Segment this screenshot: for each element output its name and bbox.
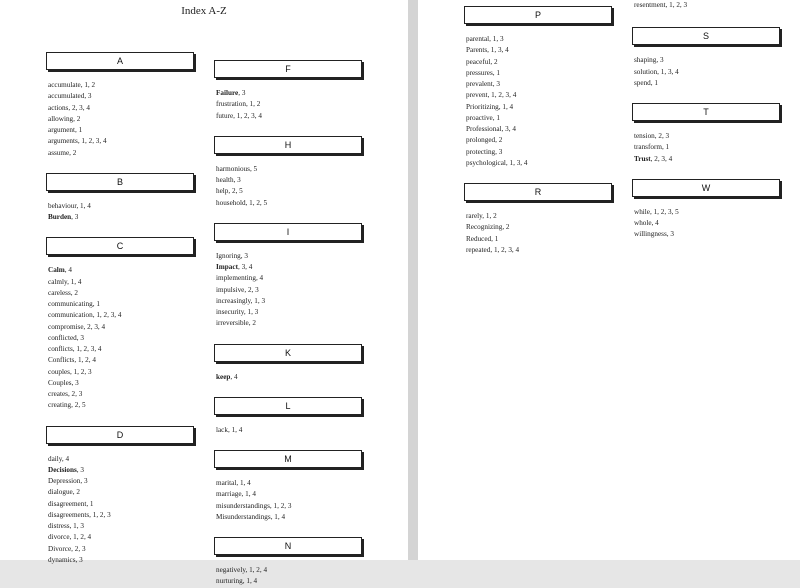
index-entry: distress, 1, 3 (48, 522, 84, 530)
letter-heading-i: I (214, 223, 362, 241)
index-entry-term: Couples (48, 378, 72, 387)
index-entry-term: calmly (48, 277, 68, 286)
index-entry-term: communicating (48, 300, 93, 308)
index-entry-pages: 1, 2, 4 (77, 356, 96, 365)
index-entry-term: Ignoring (216, 251, 241, 260)
letter-heading-d: D (46, 426, 194, 444)
index-entry-pages: 3 (74, 213, 79, 221)
index-entry-pages: 1, 2, 5 (249, 198, 268, 207)
index-entry-term: proactive (466, 113, 493, 122)
index-entry-term: irreversible (216, 319, 249, 328)
index-entry: calmly, 1, 4 (48, 277, 82, 286)
index-entry-term: divorce (48, 533, 70, 542)
index-entry: accumulated, 3 (48, 92, 92, 101)
letter-heading-s: S (632, 27, 780, 45)
index-entry: household, 1, 2, 5 (216, 198, 268, 207)
index-entry-term: while (634, 207, 650, 216)
index-entry-term: shaping (634, 56, 657, 65)
index-entry-term: conflicts (48, 345, 73, 353)
index-entry-term: couples (48, 367, 70, 376)
index-entry-pages: 3 (244, 251, 248, 260)
index-entry-pages: 3 (87, 92, 92, 101)
index-page-right (418, 0, 800, 560)
index-entry-pages: 1 (654, 78, 658, 87)
index-entry: divorce, 1, 2, 4 (48, 533, 92, 542)
index-entry: Divorce, 2, 3 (48, 544, 86, 553)
index-entry-pages: 3 (498, 147, 503, 156)
index-entry-term: protecting (466, 147, 496, 156)
index-entry-pages: 5 (253, 164, 258, 173)
index-entry-pages: 4 (233, 372, 238, 381)
index-entry: disagreements, 1, 2, 3 (48, 510, 111, 519)
index-column-left-1 (46, 52, 196, 566)
index-entry-term: household (216, 198, 246, 207)
index-entry: willingness, 3 (634, 230, 674, 239)
index-entry-term: increasingly (216, 296, 251, 305)
index-entry-term: keep (216, 372, 231, 381)
index-entry-term: daily (48, 454, 62, 463)
index-entry-term: future (216, 111, 234, 120)
index-entry-pages: 2 (74, 288, 78, 297)
index-entry-term: creates (48, 390, 68, 398)
index-entry-term: Failure (216, 89, 239, 97)
index-entry-pages: 1, 2, 3, 4 (76, 345, 102, 353)
index-entry: irreversible, 2 (216, 319, 256, 328)
index-entry: tension, 2, 3 (634, 132, 670, 140)
index-entry: transform, 1 (634, 143, 670, 152)
index-entry-term: Parents (466, 46, 488, 55)
index-entry-pages: 1, 3 (73, 522, 84, 530)
index-entry: behaviour, 1, 4 (48, 201, 91, 210)
index-entry-pages: 1 (96, 300, 100, 308)
index-entry-pages: 1, 3, 4 (660, 67, 679, 76)
letter-heading-l: L (214, 397, 362, 415)
index-entry: disagreement, 1 (48, 499, 94, 508)
letter-heading-n: N (214, 537, 362, 555)
index-entry: Recognizing, 2 (466, 223, 510, 232)
index-entry: communication, 1, 2, 3, 4 (48, 311, 122, 320)
index-entry-pages: 1, 4 (239, 479, 251, 487)
index-entry: solution, 1, 3, 4 (634, 67, 679, 76)
letter-heading-w: W (632, 179, 780, 197)
index-entry-pages: 1, 4 (80, 201, 91, 210)
letter-heading-b: B (46, 173, 194, 191)
index-entry: assume, 2 (48, 148, 77, 157)
index-entry: Misunderstandings, 1, 4 (216, 512, 286, 521)
index-entry-pages: 2 (76, 488, 80, 497)
index-entry: prevalent, 3 (466, 80, 500, 88)
index-entry-term: willingness (634, 230, 667, 239)
index-entry: careless, 2 (48, 288, 78, 297)
index-entry-term: conflicted (48, 333, 77, 342)
index-entry: Failure, 3 (216, 89, 246, 97)
index-entry: conflicts, 1, 2, 3, 4 (48, 345, 102, 353)
index-entry-pages: 3 (75, 378, 79, 387)
index-entry: pressures, 1 (466, 68, 500, 77)
index-entry-pages: 3 (83, 477, 88, 485)
index-entry: frustration, 1, 2 (216, 100, 261, 109)
index-entry-term: distress (48, 522, 70, 530)
index-entry: couples, 1, 2, 3 (48, 367, 92, 376)
index-entry-term: communication (48, 311, 93, 320)
index-entry-pages: 1, 2, 3, 4 (493, 245, 520, 254)
index-entry-pages: 2 (498, 136, 503, 145)
index-entry-pages: 1, 2, 3, 5 (653, 207, 679, 216)
index-entry-pages: 2, 3 (74, 544, 86, 553)
index-entry-pages: 2 (505, 223, 510, 232)
index-entry-term: tension (634, 132, 655, 140)
index-entry: creating, 2, 5 (48, 401, 86, 410)
index-entry: allowing, 2 (48, 114, 81, 123)
letter-heading-c: C (46, 237, 194, 255)
index-entry-term: parental (466, 35, 490, 43)
index-entry-pages: 1 (665, 143, 670, 152)
index-column-right-1 (464, 6, 614, 256)
index-entry-term: creating (48, 401, 72, 410)
index-entry-term: Divorce (48, 544, 72, 553)
index-entry: shaping, 3 (634, 56, 664, 65)
index-entry-term: Prioritizing (466, 102, 499, 111)
page-gutter (408, 0, 418, 560)
index-entry-term: Decisions (48, 465, 77, 474)
index-entry-pages: 1, 2, 3, 4 (96, 311, 122, 320)
index-entry-pages: 1, 4 (246, 577, 258, 586)
index-entry-term: negatively (216, 566, 246, 574)
index-entry: prolonged, 2 (466, 136, 503, 145)
index-entry: Decisions, 3 (48, 465, 84, 474)
index-entry-term: careless (48, 288, 71, 297)
index-entry-term: Conflicts (48, 356, 75, 365)
index-entry-term: arguments (48, 137, 78, 146)
index-entry-term: harmonious (216, 164, 250, 173)
index-entry-term: spend (634, 78, 651, 87)
index-entry: implementing, 4 (216, 274, 264, 283)
index-entry-term: insecurity (216, 308, 244, 316)
index-entry-pages: 1 (78, 126, 83, 134)
index-entry-pages: 1 (496, 68, 500, 77)
index-entry-term: lack (216, 425, 228, 434)
index-entry: conflicted, 3 (48, 333, 84, 342)
index-entry-pages: 1, 2, 3, 4 (236, 111, 262, 120)
index-entry-pages: 4 (655, 219, 659, 227)
index-entry-pages: 3 (79, 555, 83, 564)
index-entry-pages: 2, 3 (71, 390, 83, 398)
index-entry: help, 2, 5 (216, 187, 243, 196)
index-entry: insecurity, 1, 3 (216, 308, 259, 316)
letter-heading-k: K (214, 344, 362, 362)
index-entry-term: allowing (48, 114, 74, 123)
index-entry: Reduced, 1 (466, 234, 499, 243)
index-entry: dynamics, 3 (48, 555, 83, 564)
index-entry-pages: 1, 2, 4 (73, 533, 92, 542)
index-entry-pages: 3 (659, 56, 664, 65)
index-entry-term: accumulate (48, 81, 81, 89)
index-entry-pages: 2 (493, 57, 498, 66)
index-entry-term: peaceful (466, 57, 491, 66)
index-entry-pages: 3 (80, 333, 84, 342)
index-entry-pages: 2, 3, 4 (87, 322, 106, 331)
index-entry-term: marital (216, 479, 237, 487)
index-entry-pages: 2 (72, 148, 77, 157)
index-entry: Depression, 3 (48, 477, 88, 485)
index-entry: health, 3 (216, 176, 241, 184)
index-entry: Ignoring, 3 (216, 251, 248, 260)
index-entry-pages: 1 (494, 234, 499, 243)
index-entry: marital, 1, 4 (216, 479, 251, 487)
index-entry-term: frustration (216, 100, 246, 109)
index-entry-term: Trust (634, 154, 651, 163)
index-entry: negatively, 1, 2, 4 (216, 566, 268, 574)
index-entry-pages: 4 (259, 274, 264, 283)
index-entry: repeated, 1, 2, 3, 4 (466, 245, 520, 254)
index-entry-pages: 1, 3 (492, 35, 504, 43)
index-entry-term: nurturing (216, 577, 243, 586)
index-entry-term: behaviour (48, 201, 77, 210)
page-title: Index A-Z (181, 5, 227, 17)
index-entry-term: Reduced (466, 234, 492, 243)
index-entry-term: misunderstandings (216, 501, 270, 510)
index-entry: dialogue, 2 (48, 488, 80, 497)
index-entry-term: Impact (216, 263, 238, 271)
index-entry-pages: 1 (496, 113, 500, 122)
index-entry-pages: 1, 4 (70, 277, 82, 286)
index-entry: Conflicts, 1, 2, 4 (48, 356, 96, 365)
index-entry-term: pressures (466, 68, 493, 77)
index-entry-term: implementing (216, 274, 256, 283)
index-entry-pages: 2 (252, 319, 256, 328)
index-entry-pages: 1, 2, 3 (73, 367, 92, 376)
index-entry-term: solution (634, 67, 658, 76)
index-entry: Calm, 4 (48, 266, 72, 275)
letter-heading-t: T (632, 103, 780, 121)
letter-heading-a: A (46, 52, 194, 70)
index-entry: proactive, 1 (466, 113, 500, 122)
index-entry-pages: 1, 2, 3 (273, 501, 292, 510)
index-entry-term: accumulated (48, 92, 85, 101)
index-entry-term: prolonged (466, 136, 496, 145)
index-entry: lack, 1, 4 (216, 425, 243, 434)
index-entry: Trust, 2, 3, 4 (634, 154, 673, 163)
index-entry: daily, 4 (48, 454, 70, 463)
index-entry-term: Recognizing (466, 223, 503, 232)
index-entry: protecting, 3 (466, 147, 503, 156)
index-entry: whole, 4 (634, 219, 659, 227)
index-entry: spend, 1 (634, 78, 658, 87)
index-entry-pages: 1, 2 (249, 100, 261, 109)
index-entry: nurturing, 1, 4 (216, 577, 258, 586)
index-entry: misunderstandings, 1, 2, 3 (216, 501, 292, 510)
index-entry-pages: 2, 3, 4 (654, 154, 673, 163)
index-entry-pages: 1, 2, 4 (249, 566, 268, 574)
index-entry-pages: 3 (80, 465, 84, 474)
index-entry-term: argument (48, 126, 76, 134)
index-entry-pages: 2 (76, 114, 81, 123)
index-entry: Professional, 3, 4 (466, 125, 516, 133)
index-entry-pages: 3 (496, 80, 500, 88)
index-entry-pages: 3 (670, 230, 674, 239)
index-entry-pages: 2, 3 (247, 285, 259, 294)
index-entry: increasingly, 1, 3 (216, 296, 266, 305)
index-entry-term: repeated (466, 245, 491, 254)
index-entry-term: marriage (216, 490, 242, 499)
index-entry: prevent, 1, 2, 3, 4 (466, 91, 517, 100)
index-entry-term: dialogue (48, 488, 73, 497)
index-entry-term: compromise (48, 322, 84, 331)
index-entry: impulsive, 2, 3 (216, 285, 259, 294)
index-entry-pages: 1, 3, 4 (490, 46, 509, 55)
index-entry-pages: 3, 4 (505, 125, 516, 133)
index-entry: Couples, 3 (48, 378, 79, 387)
index-entry-term: help (216, 187, 229, 196)
index-entry-pages: 2, 3 (658, 132, 670, 140)
index-entry: arguments, 1, 2, 3, 4 (48, 137, 107, 146)
index-entry: marriage, 1, 4 (216, 490, 256, 499)
index-entry-term: Depression (48, 477, 81, 485)
index-entry: future, 1, 2, 3, 4 (216, 111, 262, 120)
index-entry-pages: 2, 5 (74, 401, 86, 410)
letter-heading-f: F (214, 60, 362, 78)
index-entry: accumulate, 1, 2 (48, 81, 96, 89)
index-entry-pages: 2, 5 (231, 187, 243, 196)
index-entry-term: disagreements (48, 510, 90, 519)
index-entry: creates, 2, 3 (48, 390, 83, 398)
index-entry-pages: 3 (241, 89, 246, 97)
index-entry-term: rarely (466, 212, 483, 220)
index-entry-pages: 1, 3, 4 (509, 158, 528, 167)
index-column-left-2 (214, 60, 364, 588)
index-column-right-2 (632, 0, 782, 241)
index-entry-term: Professional (466, 125, 502, 133)
index-entry-term: impulsive (216, 285, 245, 294)
index-entry-term: transform (634, 143, 662, 152)
index-entry: Prioritizing, 1, 4 (466, 102, 514, 111)
index-entry-term: assume (48, 148, 70, 157)
index-entry-term: whole (634, 219, 652, 227)
index-entry-term: resentment (634, 1, 666, 9)
index-entry: Burden, 3 (48, 213, 79, 221)
index-entry-pages: 1, 4 (502, 102, 514, 111)
index-entry-pages: 1, 4 (231, 425, 243, 434)
index-entry-pages: 1, 4 (274, 512, 286, 521)
letter-heading-r: R (464, 183, 612, 201)
letter-heading-h: H (214, 136, 362, 154)
index-entry-pages: 1, 2, 3, 4 (81, 137, 107, 146)
index-entry-term: dynamics (48, 555, 76, 564)
index-entry-pages: 1, 2 (84, 81, 96, 89)
index-entry: keep, 4 (216, 372, 238, 381)
index-entry: psychological, 1, 3, 4 (466, 158, 528, 167)
index-entry-pages: 1, 3 (247, 308, 259, 316)
index-entry: compromise, 2, 3, 4 (48, 322, 106, 331)
index-entry-pages: 3 (237, 176, 241, 184)
index-entry: rarely, 1, 2 (466, 212, 497, 220)
letter-heading-p: P (464, 6, 612, 24)
index-entry-term: actions (48, 103, 69, 112)
index-entry: Impact, 3, 4 (216, 263, 253, 271)
index-entry-pages: 1, 2, 3 (669, 1, 688, 9)
index-entry-term: prevalent (466, 80, 493, 88)
index-entry: Parents, 1, 3, 4 (466, 46, 509, 55)
index-entry-term: Calm (48, 266, 65, 275)
index-entry-term: Misunderstandings (216, 512, 271, 521)
index-entry: peaceful, 2 (466, 57, 498, 66)
index-entry: communicating, 1 (48, 300, 100, 308)
index-entry-term: prevent (466, 91, 488, 100)
index-entry: parental, 1, 3 (466, 35, 504, 43)
index-entry-pages: 1, 2, 3 (92, 510, 111, 519)
index-entry-term: health (216, 176, 234, 184)
index-entry: actions, 2, 3, 4 (48, 103, 90, 112)
index-entry-pages: 1, 3 (254, 296, 266, 305)
index-entry-pages: 1, 2, 3, 4 (491, 91, 517, 100)
index-entry-pages: 4 (68, 266, 72, 275)
index-entry: argument, 1 (48, 126, 83, 134)
index-entry-term: Burden (48, 213, 72, 221)
index-entry-pages: 2, 3, 4 (71, 103, 90, 112)
letter-heading-m: M (214, 450, 362, 468)
index-entry-pages: 4 (65, 454, 70, 463)
index-entry-pages: 3, 4 (241, 263, 253, 271)
index-entry-term: psychological (466, 158, 506, 167)
index-entry-term: disagreement (48, 499, 87, 508)
index-entry-pages: 1, 4 (245, 490, 256, 499)
index-entry-pages: 1, 2 (485, 212, 497, 220)
index-entry: resentment, 1, 2, 3 (634, 1, 688, 9)
index-entry-pages: 1 (89, 499, 94, 508)
index-entry: harmonious, 5 (216, 164, 258, 173)
index-entry: while, 1, 2, 3, 5 (634, 207, 679, 216)
